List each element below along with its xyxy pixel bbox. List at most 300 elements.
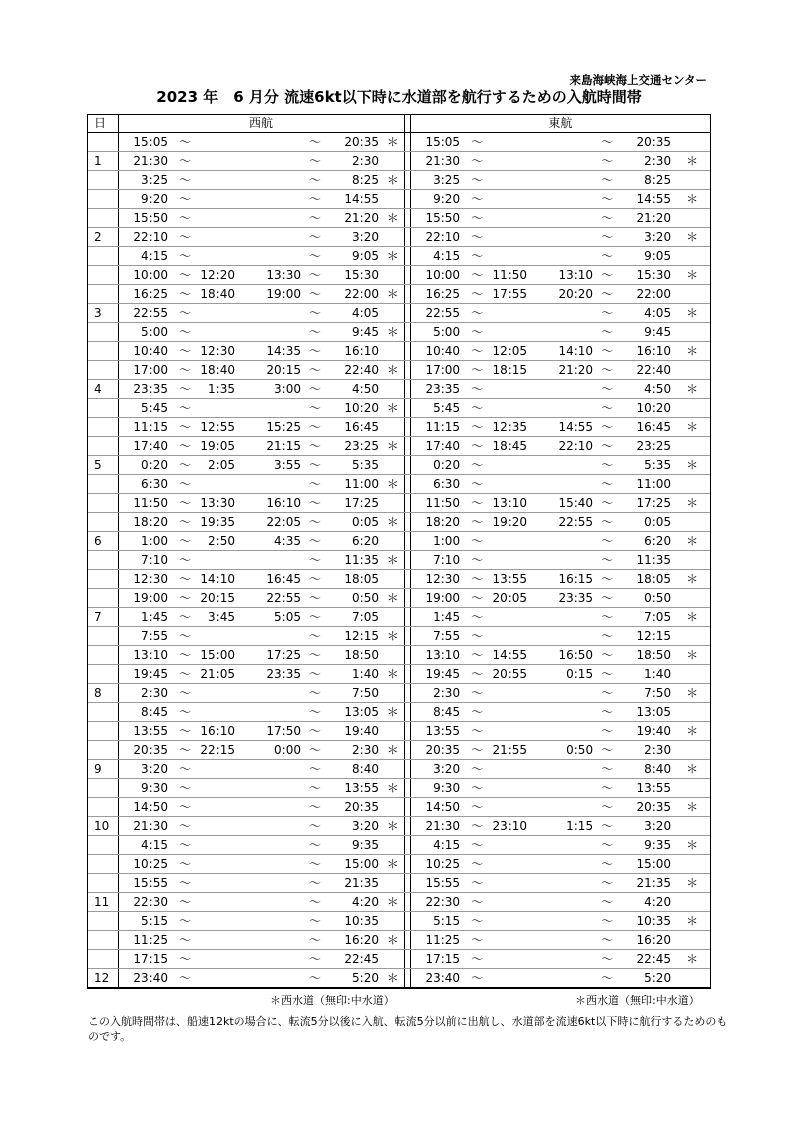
east-break-start-time: 20:55 — [488, 665, 530, 684]
east-break-start-time — [488, 190, 530, 209]
east-end-time: 3:20 — [618, 228, 674, 247]
east-break-start-time — [488, 380, 530, 399]
east-channel-mark — [674, 285, 710, 304]
west-tilde: ～ — [174, 722, 196, 741]
west-break-start-time: 18:40 — [196, 285, 238, 304]
west-channel-mark: ＊ — [382, 399, 404, 418]
west-break-end-time — [238, 855, 304, 874]
east-tilde: ～ — [466, 646, 488, 665]
west-start-time: 6:30 — [118, 475, 174, 494]
east-start-time: 17:40 — [410, 437, 466, 456]
east-break-end-time — [530, 532, 596, 551]
west-break-start-time — [196, 228, 238, 247]
east-channel-mark: ＊ — [674, 266, 710, 285]
west-tilde: ～ — [304, 399, 326, 418]
east-start-time: 12:30 — [410, 570, 466, 589]
east-start-time: 15:05 — [410, 133, 466, 152]
table-row — [88, 342, 710, 361]
east-channel-mark: ＊ — [674, 494, 710, 513]
east-tilde: ～ — [466, 722, 488, 741]
west-tilde: ～ — [304, 760, 326, 779]
schedule-table — [88, 115, 710, 988]
day-cell — [88, 247, 118, 266]
east-start-time: 23:40 — [410, 969, 466, 988]
east-tilde: ～ — [596, 361, 618, 380]
east-tilde: ～ — [466, 475, 488, 494]
west-channel-mark: ＊ — [382, 551, 404, 570]
east-channel-mark — [674, 779, 710, 798]
east-break-start-time: 18:15 — [488, 361, 530, 380]
day-cell — [88, 285, 118, 304]
west-start-time: 3:20 — [118, 760, 174, 779]
west-end-time: 15:00 — [326, 855, 382, 874]
west-end-time: 10:35 — [326, 912, 382, 931]
day-cell — [88, 513, 118, 532]
west-break-end-time — [238, 684, 304, 703]
east-tilde: ～ — [466, 684, 488, 703]
table-row — [88, 950, 710, 969]
west-break-start-time — [196, 798, 238, 817]
west-tilde: ～ — [304, 380, 326, 399]
west-end-time: 4:50 — [326, 380, 382, 399]
day-cell — [88, 912, 118, 931]
west-channel-mark — [382, 798, 404, 817]
table-row — [88, 456, 710, 475]
west-tilde: ～ — [174, 228, 196, 247]
west-tilde: ～ — [174, 437, 196, 456]
east-break-end-time — [530, 779, 596, 798]
east-break-start-time — [488, 893, 530, 912]
west-tilde: ～ — [174, 950, 196, 969]
day-cell — [88, 665, 118, 684]
east-channel-mark: ＊ — [674, 722, 710, 741]
day-cell — [88, 266, 118, 285]
west-tilde: ～ — [304, 646, 326, 665]
west-start-time: 10:00 — [118, 266, 174, 285]
west-start-time: 5:00 — [118, 323, 174, 342]
day-cell — [88, 190, 118, 209]
day-cell: 2 — [88, 228, 118, 247]
west-break-end-time — [238, 304, 304, 323]
west-break-end-time — [238, 323, 304, 342]
day-cell — [88, 722, 118, 741]
west-tilde: ～ — [174, 551, 196, 570]
west-tilde: ～ — [304, 209, 326, 228]
east-end-time: 1:40 — [618, 665, 674, 684]
west-break-end-time — [238, 969, 304, 988]
west-end-time: 8:40 — [326, 760, 382, 779]
east-start-time: 15:50 — [410, 209, 466, 228]
west-break-end-time: 0:00 — [238, 741, 304, 760]
west-break-end-time: 22:05 — [238, 513, 304, 532]
east-tilde: ～ — [596, 304, 618, 323]
east-end-time: 19:40 — [618, 722, 674, 741]
west-break-start-time: 19:35 — [196, 513, 238, 532]
west-start-time: 12:30 — [118, 570, 174, 589]
west-end-time: 13:55 — [326, 779, 382, 798]
west-end-time: 20:35 — [326, 133, 382, 152]
east-end-time: 22:40 — [618, 361, 674, 380]
west-end-time: 7:05 — [326, 608, 382, 627]
east-end-time: 13:55 — [618, 779, 674, 798]
west-channel-mark: ＊ — [382, 361, 404, 380]
east-break-start-time — [488, 608, 530, 627]
east-tilde: ～ — [596, 722, 618, 741]
west-start-time: 9:20 — [118, 190, 174, 209]
east-channel-mark — [674, 703, 710, 722]
west-tilde: ～ — [174, 532, 196, 551]
east-break-end-time — [530, 703, 596, 722]
east-channel-mark — [674, 247, 710, 266]
east-start-time: 4:15 — [410, 247, 466, 266]
west-tilde: ～ — [174, 969, 196, 988]
east-tilde: ～ — [466, 798, 488, 817]
east-break-start-time — [488, 627, 530, 646]
west-tilde: ～ — [174, 133, 196, 152]
east-end-time: 16:45 — [618, 418, 674, 437]
east-end-time: 5:20 — [618, 969, 674, 988]
west-break-start-time — [196, 893, 238, 912]
east-tilde: ～ — [466, 836, 488, 855]
east-break-start-time: 12:05 — [488, 342, 530, 361]
west-end-time: 8:25 — [326, 171, 382, 190]
east-start-time: 1:00 — [410, 532, 466, 551]
west-channel-mark — [382, 228, 404, 247]
east-end-time: 18:05 — [618, 570, 674, 589]
west-start-time: 7:10 — [118, 551, 174, 570]
table-row — [88, 627, 710, 646]
east-channel-mark: ＊ — [674, 342, 710, 361]
west-channel-mark — [382, 494, 404, 513]
east-tilde: ～ — [596, 627, 618, 646]
day-cell: 12 — [88, 969, 118, 988]
west-break-end-time — [238, 551, 304, 570]
east-end-time: 4:20 — [618, 893, 674, 912]
east-tilde: ～ — [596, 570, 618, 589]
east-break-start-time — [488, 798, 530, 817]
west-end-time: 7:50 — [326, 684, 382, 703]
east-break-start-time — [488, 133, 530, 152]
west-break-start-time: 18:40 — [196, 361, 238, 380]
east-tilde: ～ — [596, 190, 618, 209]
day-cell — [88, 437, 118, 456]
west-channel-mark — [382, 722, 404, 741]
east-break-end-time — [530, 950, 596, 969]
table-row — [88, 931, 710, 950]
table-header-row — [88, 115, 710, 133]
east-tilde: ～ — [596, 209, 618, 228]
west-channel-mark: ＊ — [382, 703, 404, 722]
east-break-end-time — [530, 931, 596, 950]
table-row — [88, 608, 710, 627]
west-break-end-time — [238, 399, 304, 418]
east-tilde: ～ — [466, 551, 488, 570]
east-tilde: ～ — [596, 475, 618, 494]
east-tilde: ～ — [596, 532, 618, 551]
east-start-time: 5:15 — [410, 912, 466, 931]
east-start-time: 23:35 — [410, 380, 466, 399]
east-tilde: ～ — [466, 950, 488, 969]
east-tilde: ～ — [466, 874, 488, 893]
east-break-start-time — [488, 152, 530, 171]
day-cell: 7 — [88, 608, 118, 627]
west-break-end-time: 16:10 — [238, 494, 304, 513]
west-break-end-time — [238, 893, 304, 912]
west-tilde: ～ — [174, 171, 196, 190]
east-tilde: ～ — [466, 931, 488, 950]
west-break-end-time — [238, 475, 304, 494]
east-tilde: ～ — [466, 817, 488, 836]
west-break-start-time — [196, 912, 238, 931]
west-tilde: ～ — [304, 703, 326, 722]
east-start-time: 8:45 — [410, 703, 466, 722]
east-end-time: 16:10 — [618, 342, 674, 361]
west-tilde: ～ — [174, 152, 196, 171]
east-channel-mark: ＊ — [674, 608, 710, 627]
east-tilde: ～ — [466, 380, 488, 399]
table-row — [88, 323, 710, 342]
west-end-time: 9:05 — [326, 247, 382, 266]
west-start-time: 5:45 — [118, 399, 174, 418]
west-tilde: ～ — [174, 760, 196, 779]
west-end-time: 16:10 — [326, 342, 382, 361]
west-tilde: ～ — [174, 684, 196, 703]
west-tilde: ～ — [174, 665, 196, 684]
west-legend: ＊西水道（無印:中水道） — [270, 994, 395, 1007]
east-break-start-time — [488, 247, 530, 266]
west-channel-mark — [382, 646, 404, 665]
west-break-start-time: 12:30 — [196, 342, 238, 361]
east-tilde: ～ — [466, 513, 488, 532]
east-break-end-time: 23:35 — [530, 589, 596, 608]
east-tilde: ～ — [596, 551, 618, 570]
west-start-time: 13:55 — [118, 722, 174, 741]
west-break-start-time — [196, 209, 238, 228]
day-cell — [88, 627, 118, 646]
east-break-start-time — [488, 912, 530, 931]
west-break-end-time: 17:25 — [238, 646, 304, 665]
table-row — [88, 703, 710, 722]
day-cell: 8 — [88, 684, 118, 703]
east-break-start-time — [488, 532, 530, 551]
east-tilde: ～ — [466, 304, 488, 323]
east-tilde: ～ — [466, 760, 488, 779]
day-cell — [88, 798, 118, 817]
west-tilde: ～ — [304, 361, 326, 380]
west-channel-mark: ＊ — [382, 589, 404, 608]
east-start-time: 22:10 — [410, 228, 466, 247]
west-tilde: ～ — [174, 399, 196, 418]
west-start-time: 10:25 — [118, 855, 174, 874]
west-channel-mark: ＊ — [382, 513, 404, 532]
west-end-time: 2:30 — [326, 152, 382, 171]
west-break-end-time — [238, 627, 304, 646]
east-channel-mark — [674, 665, 710, 684]
day-cell: 10 — [88, 817, 118, 836]
west-tilde: ～ — [304, 931, 326, 950]
day-cell — [88, 589, 118, 608]
east-end-time: 4:05 — [618, 304, 674, 323]
west-tilde: ～ — [304, 532, 326, 551]
west-start-time: 23:40 — [118, 969, 174, 988]
east-end-time: 15:00 — [618, 855, 674, 874]
east-channel-mark — [674, 931, 710, 950]
west-tilde: ～ — [174, 570, 196, 589]
east-end-time: 22:45 — [618, 950, 674, 969]
west-channel-mark: ＊ — [382, 247, 404, 266]
east-column-header: 東航 — [410, 115, 710, 133]
east-end-time: 18:50 — [618, 646, 674, 665]
east-channel-mark — [674, 513, 710, 532]
east-break-end-time — [530, 551, 596, 570]
east-tilde: ～ — [466, 285, 488, 304]
east-end-time: 7:50 — [618, 684, 674, 703]
west-break-end-time: 4:35 — [238, 532, 304, 551]
day-cell — [88, 741, 118, 760]
west-channel-mark — [382, 950, 404, 969]
west-channel-mark — [382, 836, 404, 855]
west-break-start-time — [196, 874, 238, 893]
west-end-time: 11:00 — [326, 475, 382, 494]
east-channel-mark: ＊ — [674, 190, 710, 209]
east-start-time: 7:10 — [410, 551, 466, 570]
west-channel-mark — [382, 304, 404, 323]
west-tilde: ～ — [304, 513, 326, 532]
east-tilde: ～ — [466, 532, 488, 551]
footnote: この入航時間帯は、船速12ktの場合に、転流5分以後に入航、転流5分以前に出航し、水道部を流速6kt以下時に航行するためのものです。 — [88, 1015, 728, 1043]
east-tilde: ～ — [596, 494, 618, 513]
east-break-end-time: 0:15 — [530, 665, 596, 684]
east-break-start-time — [488, 722, 530, 741]
east-tilde: ～ — [596, 228, 618, 247]
east-channel-mark: ＊ — [674, 532, 710, 551]
west-tilde: ～ — [174, 323, 196, 342]
day-cell — [88, 855, 118, 874]
west-tilde: ～ — [304, 342, 326, 361]
table-row — [88, 570, 710, 589]
east-break-start-time — [488, 874, 530, 893]
day-cell — [88, 779, 118, 798]
table-row — [88, 133, 710, 152]
west-tilde: ～ — [304, 779, 326, 798]
west-end-time: 14:55 — [326, 190, 382, 209]
east-break-end-time: 16:15 — [530, 570, 596, 589]
east-tilde: ～ — [596, 950, 618, 969]
west-tilde: ～ — [304, 247, 326, 266]
west-break-start-time — [196, 475, 238, 494]
day-cell — [88, 209, 118, 228]
west-channel-mark: ＊ — [382, 323, 404, 342]
west-break-start-time — [196, 399, 238, 418]
day-cell: 6 — [88, 532, 118, 551]
west-tilde: ～ — [304, 570, 326, 589]
east-end-time: 12:15 — [618, 627, 674, 646]
east-tilde: ～ — [466, 190, 488, 209]
day-cell — [88, 703, 118, 722]
west-channel-mark — [382, 570, 404, 589]
west-tilde: ～ — [304, 418, 326, 437]
west-start-time: 14:50 — [118, 798, 174, 817]
west-tilde: ～ — [304, 950, 326, 969]
east-end-time: 3:20 — [618, 817, 674, 836]
west-end-time: 21:20 — [326, 209, 382, 228]
east-start-time: 3:20 — [410, 760, 466, 779]
west-break-end-time — [238, 209, 304, 228]
west-break-end-time — [238, 760, 304, 779]
east-start-time: 19:45 — [410, 665, 466, 684]
east-tilde: ～ — [596, 342, 618, 361]
east-start-time: 11:25 — [410, 931, 466, 950]
organization-name: 来島海峡海上交通センター — [569, 73, 707, 87]
day-cell — [88, 874, 118, 893]
east-break-start-time: 13:10 — [488, 494, 530, 513]
west-start-time: 21:30 — [118, 817, 174, 836]
east-channel-mark — [674, 361, 710, 380]
west-tilde: ～ — [174, 494, 196, 513]
east-tilde: ～ — [466, 152, 488, 171]
west-channel-mark — [382, 760, 404, 779]
west-break-start-time — [196, 171, 238, 190]
west-break-start-time — [196, 969, 238, 988]
west-start-time: 15:05 — [118, 133, 174, 152]
west-end-time: 10:20 — [326, 399, 382, 418]
east-break-start-time: 14:55 — [488, 646, 530, 665]
west-tilde: ～ — [304, 836, 326, 855]
east-channel-mark — [674, 893, 710, 912]
west-start-time: 16:25 — [118, 285, 174, 304]
east-end-time: 15:30 — [618, 266, 674, 285]
east-tilde: ～ — [596, 798, 618, 817]
west-tilde: ～ — [174, 608, 196, 627]
west-break-start-time — [196, 817, 238, 836]
west-break-end-time — [238, 779, 304, 798]
day-cell — [88, 646, 118, 665]
east-tilde: ～ — [466, 741, 488, 760]
east-break-end-time — [530, 912, 596, 931]
west-break-start-time — [196, 152, 238, 171]
west-break-start-time — [196, 684, 238, 703]
table-row — [88, 285, 710, 304]
west-break-start-time — [196, 950, 238, 969]
west-channel-mark — [382, 684, 404, 703]
east-tilde: ～ — [466, 133, 488, 152]
east-start-time: 14:50 — [410, 798, 466, 817]
east-break-end-time: 1:15 — [530, 817, 596, 836]
west-break-end-time: 22:55 — [238, 589, 304, 608]
east-channel-mark — [674, 133, 710, 152]
west-break-end-time: 19:00 — [238, 285, 304, 304]
east-tilde: ～ — [466, 608, 488, 627]
east-channel-mark: ＊ — [674, 228, 710, 247]
day-cell: 9 — [88, 760, 118, 779]
east-break-start-time — [488, 456, 530, 475]
west-break-start-time: 14:10 — [196, 570, 238, 589]
east-channel-mark: ＊ — [674, 418, 710, 437]
west-channel-mark: ＊ — [382, 285, 404, 304]
west-tilde: ～ — [174, 418, 196, 437]
west-break-end-time — [238, 817, 304, 836]
day-cell: 11 — [88, 893, 118, 912]
east-channel-mark: ＊ — [674, 646, 710, 665]
west-start-time: 17:15 — [118, 950, 174, 969]
east-tilde: ～ — [596, 418, 618, 437]
east-tilde: ～ — [466, 627, 488, 646]
table-row — [88, 361, 710, 380]
west-break-end-time: 23:35 — [238, 665, 304, 684]
east-tilde: ～ — [466, 323, 488, 342]
east-channel-mark: ＊ — [674, 760, 710, 779]
east-tilde: ～ — [466, 893, 488, 912]
